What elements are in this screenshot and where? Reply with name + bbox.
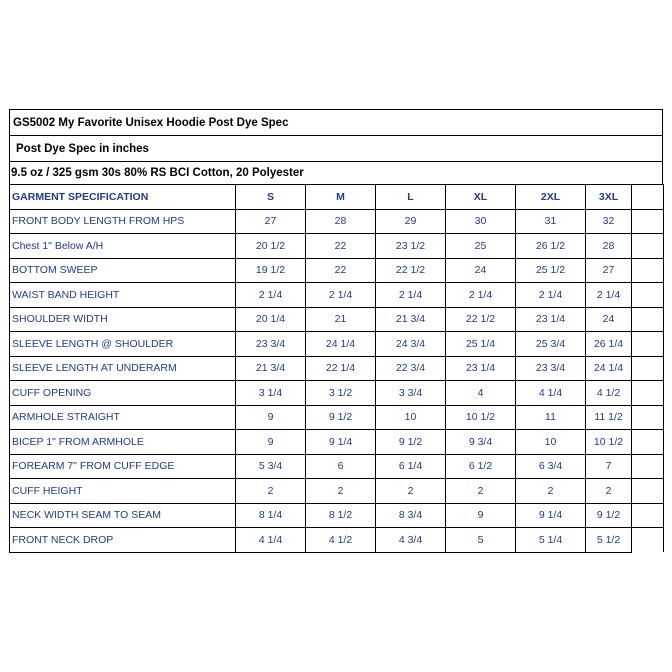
spec-value: 24 [446, 258, 516, 283]
spec-value: 2 1/4 [516, 283, 586, 308]
spec-value: 22 [306, 234, 376, 259]
table-row [10, 332, 664, 357]
table-row [10, 209, 664, 234]
spec-name: BOTTOM SWEEP [10, 258, 236, 283]
spec-value: 27 [236, 209, 306, 234]
spec-name: WAIST BAND HEIGHT [10, 283, 236, 308]
spec-value: 6 [306, 454, 376, 479]
empty-cell [632, 234, 664, 259]
spec-value: 9 [446, 503, 516, 528]
spec-name: SLEEVE LENGTH @ SHOULDER [10, 332, 236, 357]
header-size: 3XL [586, 185, 632, 210]
spec-value: 20 1/4 [236, 307, 306, 332]
spec-value: 5 [446, 528, 516, 553]
empty-cell [632, 503, 664, 528]
table-row [10, 405, 664, 430]
spec-value: 23 3/4 [516, 356, 586, 381]
spec-value: 28 [306, 209, 376, 234]
spec-value: 5 1/4 [516, 528, 586, 553]
spec-value: 2 [446, 479, 516, 504]
spec-sheet [9, 109, 663, 553]
spec-value: 21 [306, 307, 376, 332]
spec-value: 2 [516, 479, 586, 504]
table-row [10, 283, 664, 308]
spec-value: 22 [306, 258, 376, 283]
spec-value: 23 1/2 [376, 234, 446, 259]
spec-value: 4 1/4 [516, 381, 586, 406]
spec-name: Chest 1" Below A/H [10, 234, 236, 259]
spec-value: 5 1/2 [586, 528, 632, 553]
spec-value: 19 1/2 [236, 258, 306, 283]
empty-cell [632, 479, 664, 504]
spec-value: 9 3/4 [446, 430, 516, 455]
header-size: 2XL [516, 185, 586, 210]
table-row [10, 356, 664, 381]
spec-value: 9 1/4 [516, 503, 586, 528]
spec-value: 4 3/4 [376, 528, 446, 553]
header-spec: GARMENT SPECIFICATION [10, 185, 236, 210]
spec-value: 4 1/2 [306, 528, 376, 553]
spec-value: 22 1/2 [376, 258, 446, 283]
sheet-subtitle: Post Dye Spec in inches [9, 135, 663, 161]
spec-value: 23 1/4 [446, 356, 516, 381]
table-row [10, 258, 664, 283]
spec-value: 25 [446, 234, 516, 259]
spec-value: 9 [236, 405, 306, 430]
table-row [10, 430, 664, 455]
spec-value: 8 1/2 [306, 503, 376, 528]
spec-name: FOREARM 7" FROM CUFF EDGE [10, 454, 236, 479]
spec-value: 10 1/2 [446, 405, 516, 430]
spec-value: 2 1/4 [446, 283, 516, 308]
spec-value: 21 3/4 [376, 307, 446, 332]
empty-cell [632, 430, 664, 455]
spec-value: 11 1/2 [586, 405, 632, 430]
spec-value: 26 1/2 [516, 234, 586, 259]
spec-value: 9 1/2 [376, 430, 446, 455]
empty-cell [632, 528, 664, 553]
spec-value: 7 [586, 454, 632, 479]
table-row [10, 454, 664, 479]
spec-value: 8 1/4 [236, 503, 306, 528]
spec-value: 21 3/4 [236, 356, 306, 381]
header-size: S [236, 185, 306, 210]
spec-value: 9 1/2 [306, 405, 376, 430]
header-size: XL [446, 185, 516, 210]
empty-cell [632, 405, 664, 430]
empty-cell [632, 209, 664, 234]
spec-value: 6 3/4 [516, 454, 586, 479]
spec-value: 2 [306, 479, 376, 504]
spec-value: 22 1/2 [446, 307, 516, 332]
spec-value: 26 1/4 [586, 332, 632, 357]
spec-name: FRONT NECK DROP [10, 528, 236, 553]
spec-value: 10 1/2 [586, 430, 632, 455]
empty-cell [632, 381, 664, 406]
header-size: L [376, 185, 446, 210]
spec-value: 4 1/4 [236, 528, 306, 553]
spec-value: 25 1/4 [446, 332, 516, 357]
empty-cell [632, 332, 664, 357]
table-row [10, 479, 664, 504]
header-size: M [306, 185, 376, 210]
spec-value: 29 [376, 209, 446, 234]
spec-value: 10 [376, 405, 446, 430]
spec-value: 32 [586, 209, 632, 234]
spec-value: 9 1/2 [586, 503, 632, 528]
spec-name: SLEEVE LENGTH AT UNDERARM [10, 356, 236, 381]
spec-value: 3 3/4 [376, 381, 446, 406]
spec-value: 10 [516, 430, 586, 455]
spec-value: 31 [516, 209, 586, 234]
spec-value: 27 [586, 258, 632, 283]
spec-value: 22 3/4 [376, 356, 446, 381]
empty-cell [632, 258, 664, 283]
empty-cell [632, 307, 664, 332]
spec-value: 24 1/4 [586, 356, 632, 381]
spec-name: ARMHOLE STRAIGHT [10, 405, 236, 430]
spec-value: 4 1/2 [586, 381, 632, 406]
table-row [10, 528, 664, 553]
spec-value: 30 [446, 209, 516, 234]
empty-cell [632, 283, 664, 308]
spec-name: SHOULDER WIDTH [10, 307, 236, 332]
sheet-title: GS5002 My Favorite Unisex Hoodie Post Dye Spec [9, 109, 663, 135]
spec-name: CUFF OPENING [10, 381, 236, 406]
spec-value: 4 [446, 381, 516, 406]
spec-name: FRONT BODY LENGTH FROM HPS [10, 209, 236, 234]
spec-value: 6 1/2 [446, 454, 516, 479]
spec-value: 22 1/4 [306, 356, 376, 381]
spec-value: 2 1/4 [586, 283, 632, 308]
spec-value: 23 1/4 [516, 307, 586, 332]
spec-name: CUFF HEIGHT [10, 479, 236, 504]
spec-value: 3 1/2 [306, 381, 376, 406]
spec-name: NECK WIDTH SEAM TO SEAM [10, 503, 236, 528]
spec-value: 2 [236, 479, 306, 504]
spec-value: 6 1/4 [376, 454, 446, 479]
spec-value: 25 3/4 [516, 332, 586, 357]
spec-value: 24 1/4 [306, 332, 376, 357]
spec-value: 24 [586, 307, 632, 332]
empty-cell [632, 356, 664, 381]
spec-value: 11 [516, 405, 586, 430]
table-row [10, 307, 664, 332]
spec-value: 25 1/2 [516, 258, 586, 283]
spec-value: 28 [586, 234, 632, 259]
spec-value: 9 [236, 430, 306, 455]
empty-cell [632, 185, 664, 210]
fabric-description: 9.5 oz / 325 gsm 30s 80% RS BCI Cotton, 20 Polyester [9, 161, 663, 184]
empty-cell [632, 454, 664, 479]
spec-value: 24 3/4 [376, 332, 446, 357]
spec-table [9, 184, 664, 553]
spec-value: 23 3/4 [236, 332, 306, 357]
spec-value: 2 1/4 [376, 283, 446, 308]
spec-value: 9 1/4 [306, 430, 376, 455]
table-row [10, 503, 664, 528]
spec-value: 2 1/4 [306, 283, 376, 308]
table-row [10, 234, 664, 259]
header-row [10, 185, 664, 210]
spec-value: 20 1/2 [236, 234, 306, 259]
spec-value: 2 [376, 479, 446, 504]
spec-name: BICEP 1" FROM ARMHOLE [10, 430, 236, 455]
table-row [10, 381, 664, 406]
spec-value: 8 3/4 [376, 503, 446, 528]
spec-value: 2 1/4 [236, 283, 306, 308]
spec-value: 2 [586, 479, 632, 504]
spec-value: 5 3/4 [236, 454, 306, 479]
spec-value: 3 1/4 [236, 381, 306, 406]
